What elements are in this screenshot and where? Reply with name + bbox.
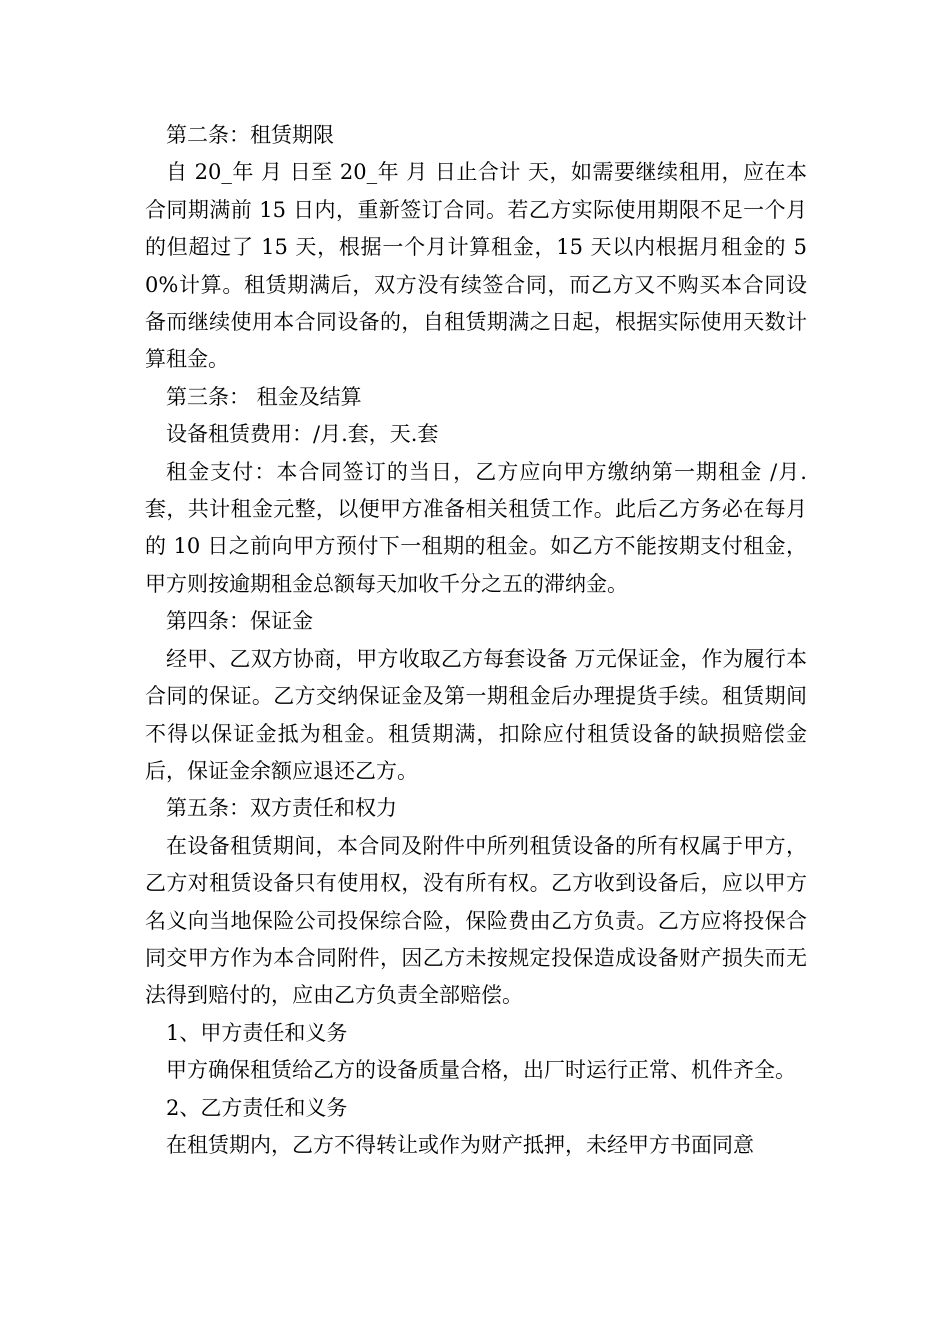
paragraph-rental-fee: 设备租赁费用：/月.套，天.套 [166,422,439,447]
paragraph-ownership: 在设备租赁期间，本合同及附件中所列租赁设备的所有权属于甲方，乙方对租赁设备只有使用权，没有所有权。乙方收到设备后，应以甲方名义向当地保险公司投保综合险，保险费由乙方负责。乙方应将投保合同交甲方作为本合同附件，因乙方未按规定投保造成设备财产损失而无法得到赔付的，应由乙方负责全部赔偿。 [145,833,807,1008]
section-heading-5: 第五条：双方责任和权力 [166,796,397,821]
paragraph-rent-payment: 租金支付：本合同签订的当日，乙方应向甲方缴纳第一期租金 /月.套，共计租金元整，以便甲方准备相关租赁工作。此后乙方务必在每月的 10 日之前向甲方预付下一租期的租金。如乙方不能按期支付租金，甲方则按逾期租金总额每天加收千分之五的滞纳金。 [145,459,807,596]
paragraph-party-b-duties: 在租赁期内，乙方不得转让或作为财产抵押，未经甲方书面同意 [166,1132,754,1157]
paragraph-lease-term: 自 20_年 月 日至 20_年 月 日止合计 天，如需要继续租用，应在本合同期满前 15 日内，重新签订合同。若乙方实际使用期限不足一个月的但超过了 15 天，根据一个月计算租金，15 天以内根据月租金的 50%计算。租赁期满后，双方没有续签合同，而乙方又不购买本合同设备而继续使用本合同设备的，自租赁期满之日起，根据实际使用天数计算租金。 [145,160,807,372]
document-body [145,117,807,1164]
section-heading-4: 第四条：保证金 [166,609,313,634]
subheading-party-a-duties: 1、甲方责任和义务 [166,1020,348,1045]
paragraph-deposit: 经甲、乙双方协商，甲方收取乙方每套设备 万元保证金，作为履行本合同的保证。乙方交纳保证金及第一期租金后办理提货手续。租赁期间不得以保证金抵为租金。租赁期满，扣除应付租赁设备的缺损赔偿金后，保证金余额应退还乙方。 [145,646,807,783]
subheading-party-b-duties: 2、乙方责任和义务 [166,1095,348,1120]
section-heading-3: 第三条： 租金及结算 [166,384,362,409]
paragraph-party-a-duties: 甲方确保租赁给乙方的设备质量合格，出厂时运行正常、机件齐全。 [166,1058,796,1083]
section-heading-2: 第二条：租赁期限 [166,123,334,147]
